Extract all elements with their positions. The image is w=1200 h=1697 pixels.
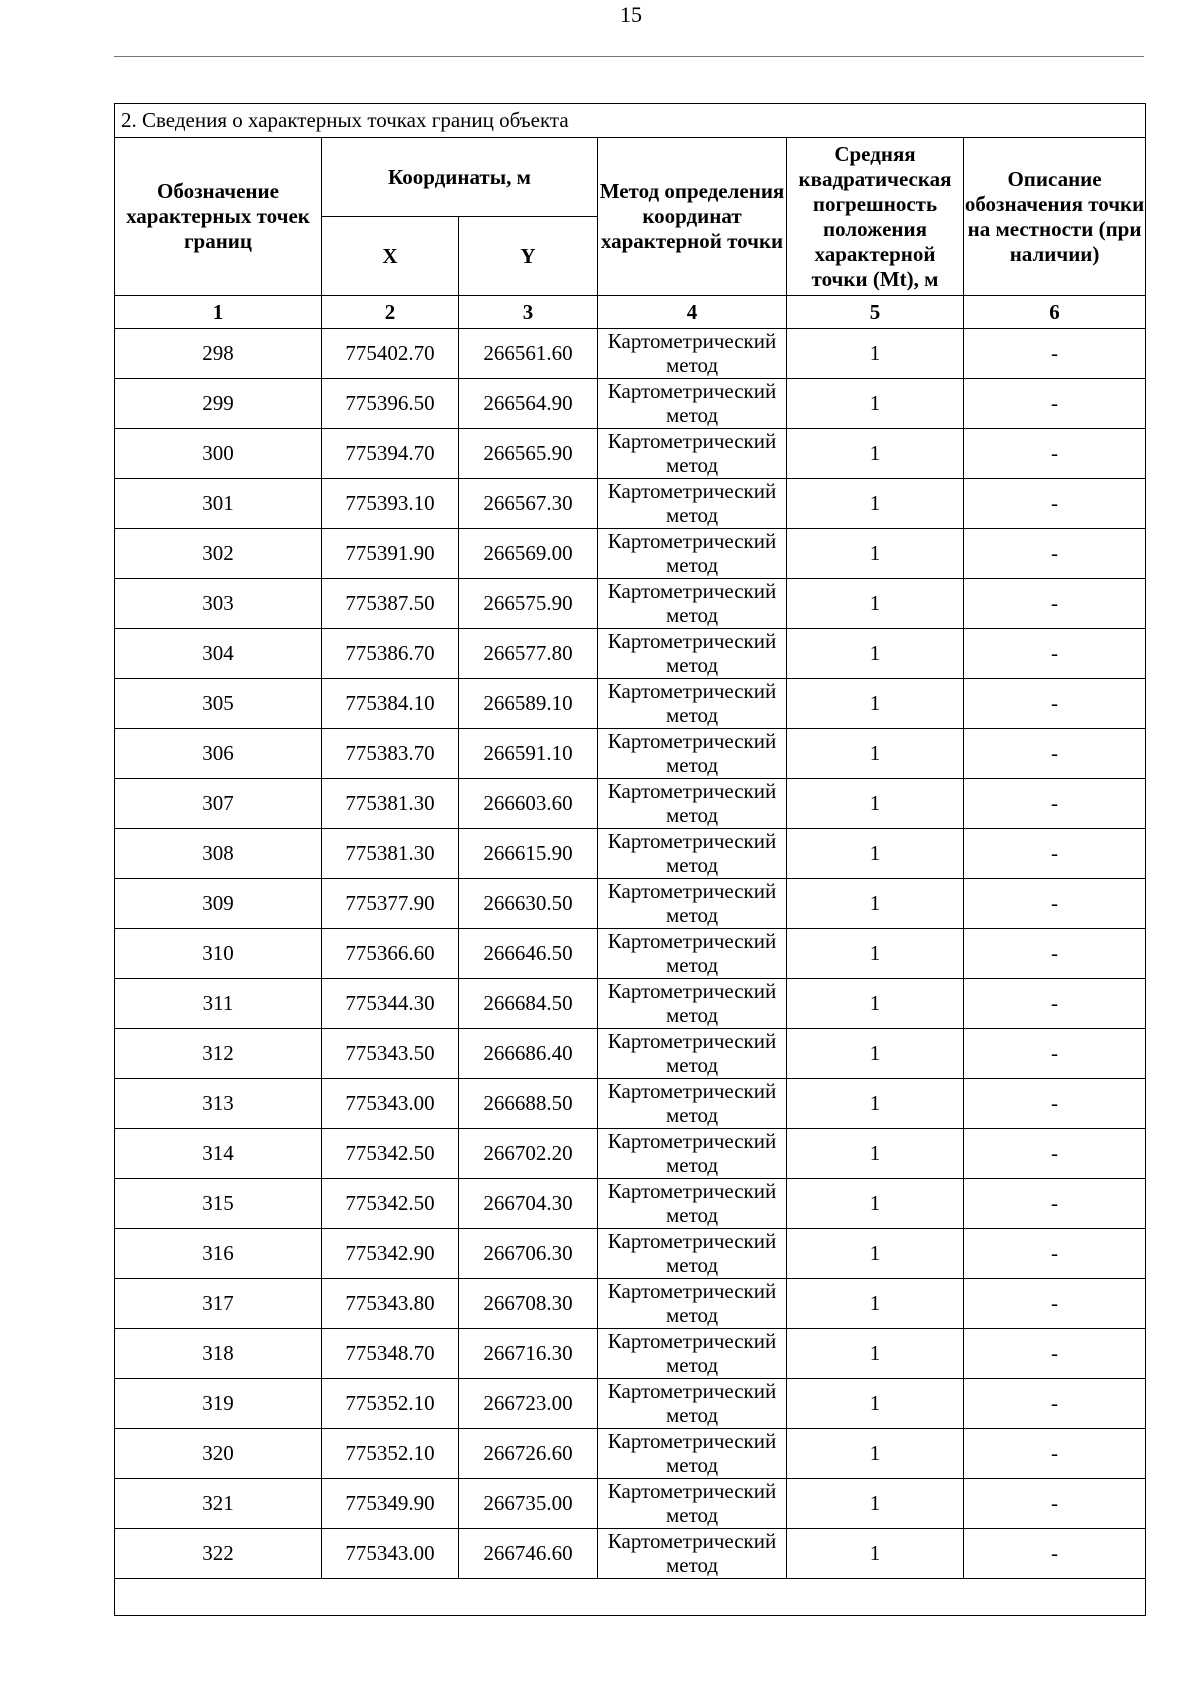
x-cell: 775352.10 bbox=[322, 1379, 459, 1429]
header-designation: Обозначение характерных точек границ bbox=[115, 138, 322, 296]
description-cell: - bbox=[964, 979, 1146, 1029]
method-line-2: метод bbox=[665, 953, 719, 977]
y-cell: 266565.90 bbox=[459, 429, 598, 479]
method-cell bbox=[598, 529, 787, 579]
method-line-2: метод bbox=[665, 1203, 719, 1227]
table-row bbox=[115, 729, 1146, 779]
method-cell bbox=[598, 1279, 787, 1329]
error-cell: 1 bbox=[787, 979, 964, 1029]
point-cell: 321 bbox=[115, 1479, 322, 1529]
table-row bbox=[115, 579, 1146, 629]
table-caption: 2. Сведения о характерных точках границ объекта bbox=[115, 104, 1146, 138]
method-cell bbox=[598, 429, 787, 479]
y-cell: 266704.30 bbox=[459, 1179, 598, 1229]
method-line-2: метод bbox=[665, 453, 719, 477]
description-cell: - bbox=[964, 779, 1146, 829]
method-cell bbox=[598, 1079, 787, 1129]
method-line-1: Картометрический bbox=[607, 779, 777, 803]
method-line-1: Картометрический bbox=[607, 829, 777, 853]
y-cell: 266589.10 bbox=[459, 679, 598, 729]
x-cell: 775343.00 bbox=[322, 1079, 459, 1129]
table-row bbox=[115, 1329, 1146, 1379]
description-cell: - bbox=[964, 879, 1146, 929]
x-cell: 775343.00 bbox=[322, 1529, 459, 1579]
error-cell: 1 bbox=[787, 1129, 964, 1179]
error-cell: 1 bbox=[787, 879, 964, 929]
method-line-2: метод bbox=[665, 1303, 719, 1327]
header-coordinates: Координаты, м bbox=[322, 138, 598, 217]
method-cell bbox=[598, 1379, 787, 1429]
point-cell: 311 bbox=[115, 979, 322, 1029]
x-cell: 775383.70 bbox=[322, 729, 459, 779]
error-cell: 1 bbox=[787, 1479, 964, 1529]
error-cell: 1 bbox=[787, 1079, 964, 1129]
x-cell: 775381.30 bbox=[322, 779, 459, 829]
method-line-2: метод bbox=[665, 1353, 719, 1377]
y-cell: 266706.30 bbox=[459, 1229, 598, 1279]
point-cell: 308 bbox=[115, 829, 322, 879]
point-cell: 320 bbox=[115, 1429, 322, 1479]
description-cell: - bbox=[964, 729, 1146, 779]
x-cell: 775343.50 bbox=[322, 1029, 459, 1079]
method-cell bbox=[598, 379, 787, 429]
method-line-1: Картометрический bbox=[607, 1079, 777, 1103]
x-cell: 775386.70 bbox=[322, 629, 459, 679]
method-cell bbox=[598, 1029, 787, 1079]
x-cell: 775391.90 bbox=[322, 529, 459, 579]
x-cell: 775394.70 bbox=[322, 429, 459, 479]
header-description: Описание обозначения точки на местности (при наличии) bbox=[964, 138, 1146, 296]
y-cell: 266615.90 bbox=[459, 829, 598, 879]
x-cell: 775349.90 bbox=[322, 1479, 459, 1529]
method-line-1: Картометрический bbox=[607, 679, 777, 703]
description-cell: - bbox=[964, 429, 1146, 479]
x-cell: 775384.10 bbox=[322, 679, 459, 729]
x-cell: 775342.90 bbox=[322, 1229, 459, 1279]
table-row bbox=[115, 1029, 1146, 1079]
description-cell: - bbox=[964, 1329, 1146, 1379]
method-line-1: Картометрический bbox=[607, 1429, 777, 1453]
method-line-1: Картометрический bbox=[607, 429, 777, 453]
error-cell: 1 bbox=[787, 1179, 964, 1229]
method-cell bbox=[598, 1329, 787, 1379]
error-cell: 1 bbox=[787, 429, 964, 479]
point-cell: 307 bbox=[115, 779, 322, 829]
point-cell: 312 bbox=[115, 1029, 322, 1079]
column-number: 5 bbox=[787, 296, 964, 329]
method-line-1: Картометрический bbox=[607, 1279, 777, 1303]
point-cell: 315 bbox=[115, 1179, 322, 1229]
table-empty-row bbox=[115, 1579, 1146, 1616]
header-rule bbox=[114, 56, 1144, 57]
point-cell: 302 bbox=[115, 529, 322, 579]
table-row bbox=[115, 329, 1146, 379]
table-row bbox=[115, 629, 1146, 679]
table-row bbox=[115, 779, 1146, 829]
error-cell: 1 bbox=[787, 1279, 964, 1329]
table-row bbox=[115, 1479, 1146, 1529]
method-cell bbox=[598, 729, 787, 779]
y-cell: 266702.20 bbox=[459, 1129, 598, 1179]
description-cell: - bbox=[964, 479, 1146, 529]
point-cell: 309 bbox=[115, 879, 322, 929]
method-line-2: метод bbox=[665, 653, 719, 677]
point-cell: 301 bbox=[115, 479, 322, 529]
y-cell: 266575.90 bbox=[459, 579, 598, 629]
method-line-2: метод bbox=[665, 1453, 719, 1477]
error-cell: 1 bbox=[787, 1529, 964, 1579]
method-line-2: метод bbox=[665, 1103, 719, 1127]
table-row bbox=[115, 1379, 1146, 1429]
method-line-1: Картометрический bbox=[607, 979, 777, 1003]
description-cell: - bbox=[964, 829, 1146, 879]
method-cell bbox=[598, 779, 787, 829]
table-row bbox=[115, 1179, 1146, 1229]
page-number: 15 bbox=[620, 2, 642, 27]
description-cell: - bbox=[964, 579, 1146, 629]
description-cell: - bbox=[964, 1229, 1146, 1279]
header-x: X bbox=[322, 217, 459, 296]
header-y: Y bbox=[459, 217, 598, 296]
method-line-2: метод bbox=[665, 1053, 719, 1077]
boundary-points-table bbox=[114, 103, 1146, 1616]
description-cell: - bbox=[964, 329, 1146, 379]
method-line-1: Картометрический bbox=[607, 1029, 777, 1053]
method-line-2: метод bbox=[665, 1403, 719, 1427]
method-line-1: Картометрический bbox=[607, 529, 777, 553]
error-cell: 1 bbox=[787, 479, 964, 529]
error-cell: 1 bbox=[787, 579, 964, 629]
point-cell: 313 bbox=[115, 1079, 322, 1129]
x-cell: 775352.10 bbox=[322, 1429, 459, 1479]
error-cell: 1 bbox=[787, 379, 964, 429]
method-cell bbox=[598, 1429, 787, 1479]
method-cell bbox=[598, 979, 787, 1029]
method-line-1: Картометрический bbox=[607, 1479, 777, 1503]
x-cell: 775393.10 bbox=[322, 479, 459, 529]
method-line-1: Картометрический bbox=[607, 1129, 777, 1153]
x-cell: 775344.30 bbox=[322, 979, 459, 1029]
table-row bbox=[115, 1429, 1146, 1479]
method-line-2: метод bbox=[665, 803, 719, 827]
y-cell: 266591.10 bbox=[459, 729, 598, 779]
table-row bbox=[115, 379, 1146, 429]
x-cell: 775348.70 bbox=[322, 1329, 459, 1379]
point-cell: 322 bbox=[115, 1529, 322, 1579]
point-cell: 306 bbox=[115, 729, 322, 779]
point-cell: 317 bbox=[115, 1279, 322, 1329]
method-cell bbox=[598, 1529, 787, 1579]
error-cell: 1 bbox=[787, 1429, 964, 1479]
method-line-2: метод bbox=[665, 403, 719, 427]
method-line-2: метод bbox=[665, 603, 719, 627]
method-line-2: метод bbox=[665, 753, 719, 777]
column-number: 6 bbox=[964, 296, 1146, 329]
method-line-1: Картометрический bbox=[607, 879, 777, 903]
y-cell: 266746.60 bbox=[459, 1529, 598, 1579]
x-cell: 775342.50 bbox=[322, 1179, 459, 1229]
method-line-2: метод bbox=[665, 1003, 719, 1027]
method-line-2: метод bbox=[665, 503, 719, 527]
method-cell bbox=[598, 879, 787, 929]
method-line-2: метод bbox=[665, 903, 719, 927]
table-row bbox=[115, 879, 1146, 929]
y-cell: 266708.30 bbox=[459, 1279, 598, 1329]
method-line-1: Картометрический bbox=[607, 379, 777, 403]
description-cell: - bbox=[964, 529, 1146, 579]
description-cell: - bbox=[964, 1429, 1146, 1479]
point-cell: 299 bbox=[115, 379, 322, 429]
point-cell: 319 bbox=[115, 1379, 322, 1429]
method-line-1: Картометрический bbox=[607, 929, 777, 953]
description-cell: - bbox=[964, 1179, 1146, 1229]
method-cell bbox=[598, 329, 787, 379]
point-cell: 310 bbox=[115, 929, 322, 979]
error-cell: 1 bbox=[787, 629, 964, 679]
table-row bbox=[115, 929, 1146, 979]
method-cell bbox=[598, 829, 787, 879]
error-cell: 1 bbox=[787, 1029, 964, 1079]
method-line-2: метод bbox=[665, 353, 719, 377]
method-line-1: Картометрический bbox=[607, 1229, 777, 1253]
method-line-1: Картометрический bbox=[607, 1379, 777, 1403]
method-line-1: Картометрический bbox=[607, 579, 777, 603]
method-cell bbox=[598, 1129, 787, 1179]
description-cell: - bbox=[964, 929, 1146, 979]
table-row bbox=[115, 1129, 1146, 1179]
x-cell: 775342.50 bbox=[322, 1129, 459, 1179]
y-cell: 266688.50 bbox=[459, 1079, 598, 1129]
method-line-2: метод bbox=[665, 1153, 719, 1177]
column-number: 4 bbox=[598, 296, 787, 329]
method-cell bbox=[598, 1479, 787, 1529]
point-cell: 316 bbox=[115, 1229, 322, 1279]
method-cell bbox=[598, 579, 787, 629]
description-cell: - bbox=[964, 1529, 1146, 1579]
point-cell: 304 bbox=[115, 629, 322, 679]
point-cell: 314 bbox=[115, 1129, 322, 1179]
method-line-2: метод bbox=[665, 703, 719, 727]
empty-cell bbox=[115, 1579, 1146, 1616]
table-row bbox=[115, 1279, 1146, 1329]
y-cell: 266564.90 bbox=[459, 379, 598, 429]
point-cell: 303 bbox=[115, 579, 322, 629]
method-line-1: Картометрический bbox=[607, 1529, 777, 1553]
x-cell: 775402.70 bbox=[322, 329, 459, 379]
point-cell: 300 bbox=[115, 429, 322, 479]
method-line-1: Картометрический bbox=[607, 629, 777, 653]
method-line-1: Картометрический bbox=[607, 1179, 777, 1203]
table-row bbox=[115, 1229, 1146, 1279]
method-cell bbox=[598, 679, 787, 729]
y-cell: 266726.60 bbox=[459, 1429, 598, 1479]
description-cell: - bbox=[964, 1029, 1146, 1079]
column-number: 3 bbox=[459, 296, 598, 329]
y-cell: 266577.80 bbox=[459, 629, 598, 679]
method-line-2: метод bbox=[665, 1553, 719, 1577]
y-cell: 266686.40 bbox=[459, 1029, 598, 1079]
description-cell: - bbox=[964, 1129, 1146, 1179]
x-cell: 775366.60 bbox=[322, 929, 459, 979]
table-row bbox=[115, 529, 1146, 579]
method-line-1: Картометрический bbox=[607, 1329, 777, 1353]
description-cell: - bbox=[964, 1379, 1146, 1429]
table-row bbox=[115, 679, 1146, 729]
method-line-2: метод bbox=[665, 553, 719, 577]
method-line-1: Картометрический bbox=[607, 329, 777, 353]
method-cell bbox=[598, 629, 787, 679]
method-cell bbox=[598, 1179, 787, 1229]
table-row bbox=[115, 829, 1146, 879]
column-numbers-row bbox=[115, 296, 1146, 329]
y-cell: 266603.60 bbox=[459, 779, 598, 829]
table-row bbox=[115, 1079, 1146, 1129]
column-number: 1 bbox=[115, 296, 322, 329]
error-cell: 1 bbox=[787, 829, 964, 879]
header-error: Средняя квадратическая погрешность положения характерной точки (Mt), м bbox=[787, 138, 964, 296]
y-cell: 266646.50 bbox=[459, 929, 598, 979]
description-cell: - bbox=[964, 679, 1146, 729]
error-cell: 1 bbox=[787, 779, 964, 829]
y-cell: 266723.00 bbox=[459, 1379, 598, 1429]
table-row bbox=[115, 1529, 1146, 1579]
error-cell: 1 bbox=[787, 729, 964, 779]
method-cell bbox=[598, 1229, 787, 1279]
point-cell: 305 bbox=[115, 679, 322, 729]
table-body bbox=[115, 329, 1146, 1616]
error-cell: 1 bbox=[787, 1329, 964, 1379]
x-cell: 775343.80 bbox=[322, 1279, 459, 1329]
method-line-2: метод bbox=[665, 1503, 719, 1527]
y-cell: 266735.00 bbox=[459, 1479, 598, 1529]
column-number: 2 bbox=[322, 296, 459, 329]
error-cell: 1 bbox=[787, 329, 964, 379]
error-cell: 1 bbox=[787, 529, 964, 579]
description-cell: - bbox=[964, 1079, 1146, 1129]
y-cell: 266716.30 bbox=[459, 1329, 598, 1379]
error-cell: 1 bbox=[787, 929, 964, 979]
y-cell: 266567.30 bbox=[459, 479, 598, 529]
error-cell: 1 bbox=[787, 1229, 964, 1279]
point-cell: 298 bbox=[115, 329, 322, 379]
table-row bbox=[115, 979, 1146, 1029]
method-line-2: метод bbox=[665, 1253, 719, 1277]
method-line-2: метод bbox=[665, 853, 719, 877]
x-cell: 775387.50 bbox=[322, 579, 459, 629]
point-cell: 318 bbox=[115, 1329, 322, 1379]
y-cell: 266561.60 bbox=[459, 329, 598, 379]
table-row bbox=[115, 479, 1146, 529]
y-cell: 266569.00 bbox=[459, 529, 598, 579]
table-row bbox=[115, 429, 1146, 479]
x-cell: 775381.30 bbox=[322, 829, 459, 879]
method-cell bbox=[598, 929, 787, 979]
x-cell: 775377.90 bbox=[322, 879, 459, 929]
header-method: Метод определения координат характерной точки bbox=[598, 138, 787, 296]
description-cell: - bbox=[964, 1279, 1146, 1329]
description-cell: - bbox=[964, 629, 1146, 679]
method-line-1: Картометрический bbox=[607, 729, 777, 753]
method-cell bbox=[598, 479, 787, 529]
method-line-1: Картометрический bbox=[607, 479, 777, 503]
error-cell: 1 bbox=[787, 679, 964, 729]
description-cell: - bbox=[964, 379, 1146, 429]
x-cell: 775396.50 bbox=[322, 379, 459, 429]
error-cell: 1 bbox=[787, 1379, 964, 1429]
description-cell: - bbox=[964, 1479, 1146, 1529]
y-cell: 266684.50 bbox=[459, 979, 598, 1029]
y-cell: 266630.50 bbox=[459, 879, 598, 929]
